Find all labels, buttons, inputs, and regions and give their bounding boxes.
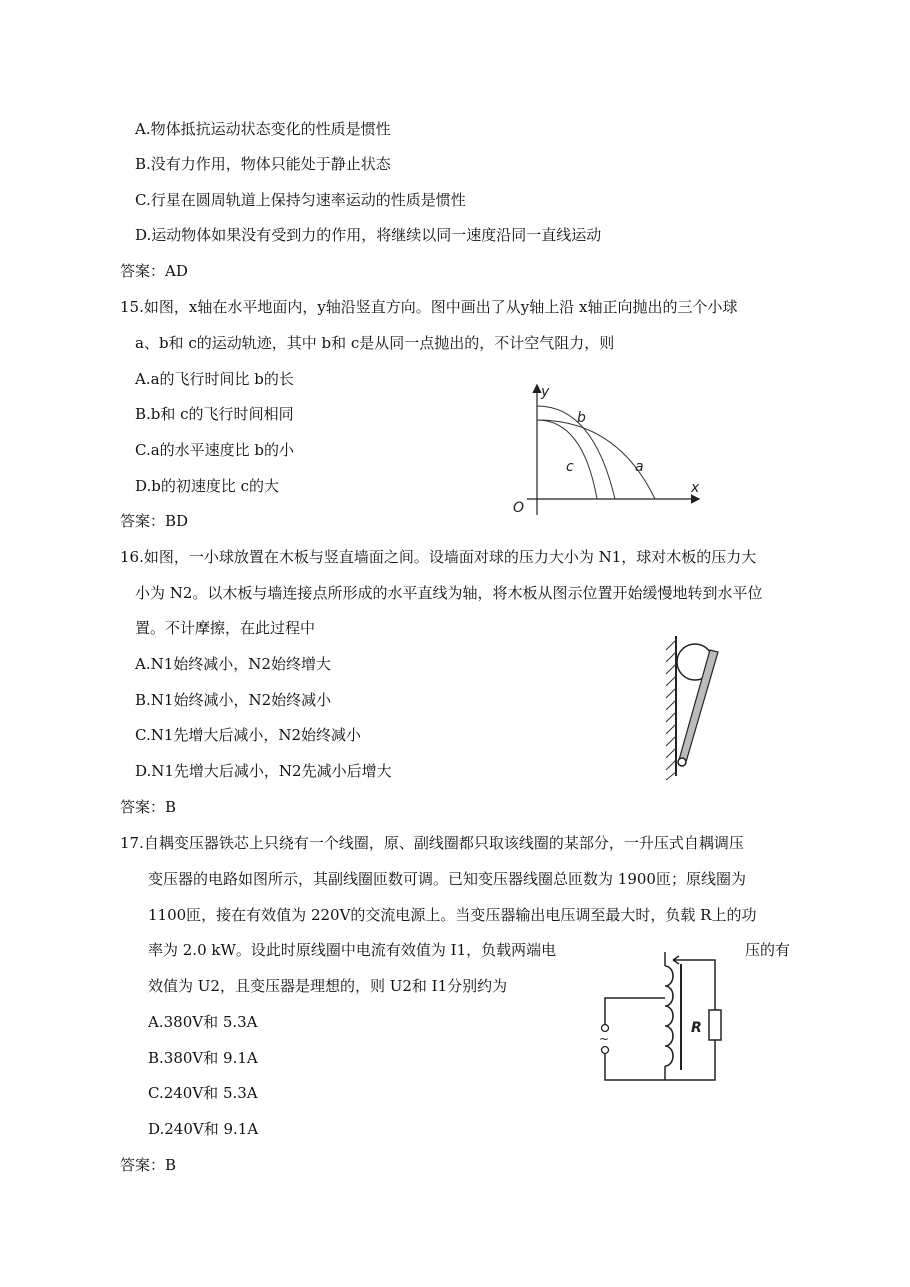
autotransformer-circuit-figure (595, 942, 735, 1087)
source-terminal-top (602, 1025, 609, 1032)
resistor-r (709, 1010, 721, 1040)
q17-stem-line-3: 1100匝，接在有效值为 220V的交流电源上。当变压器输出电压调至最大时，负载 R上的功 (148, 906, 757, 924)
q14-option-c: C.行星在圆周轨道上保持匀速率运动的性质是惯性 (135, 191, 466, 209)
resistor-label: R (691, 1020, 702, 1036)
q16-stem-line-1: 16.如图，一小球放置在木板与竖直墙面之间。设墙面对球的压力大小为 N1，球对木板的压力大 (120, 548, 757, 566)
q15-option-d: D.b的初速度比 c的大 (135, 477, 280, 495)
wall-hatching (666, 640, 676, 780)
curve-c-label: c (566, 459, 574, 475)
transformer-coil (665, 966, 673, 1066)
q17-stem-line-5: 效值为 U2，且变压器是理想的，则 U2和 I1分别约为 (148, 977, 508, 995)
q17-stem-line-2: 变压器的电路如图所示，其副线圈匝数可调。已知变压器线圈总匝数为 1900匝；原线圈为 (148, 870, 746, 888)
q16-answer: 答案：B (120, 798, 177, 816)
projectile-trajectory-figure (505, 380, 705, 520)
q15-option-b: B.b和 c的飞行时间相同 (135, 405, 294, 423)
origin-label: O (513, 500, 525, 516)
q16-stem-line-2: 小为 N2。以木板与墙连接点所形成的水平直线为轴，将木板从图示位置开始缓慢地转到水平位 (135, 584, 763, 602)
ac-source-symbol: ~ (599, 1032, 610, 1046)
q17-stem-line-1: 17.自耦变压器铁芯上只绕有一个线圈，原、副线圈都只取该线圈的某部分，一升压式自耦调压 (120, 834, 744, 852)
q16-stem-line-3: 置。不计摩擦，在此过程中 (135, 619, 316, 637)
q17-option-d: D.240V和 9.1A (148, 1120, 259, 1138)
q17-answer: 答案：B (120, 1156, 177, 1174)
hinge (678, 758, 686, 766)
sliding-contact (673, 960, 715, 1010)
q15-stem-line-2: a、b和 c的运动轨迹，其中 b和 c是从同一点抛出的，不计空气阻力，则 (135, 334, 615, 352)
q14-option-b: B.没有力作用，物体只能处于静止状态 (135, 155, 391, 173)
q17-stem-line-4a: 率为 2.0 kW。设此时原线圈中电流有效值为 I1，负载两端电 (148, 941, 557, 959)
curve-b-label: b (577, 410, 586, 426)
ball-board-wall-figure (660, 632, 740, 782)
q16-option-b: B.N1始终减小，N2始终减小 (135, 691, 332, 709)
y-axis-label: y (541, 384, 550, 400)
q15-stem-line-1: 15.如图，x轴在水平地面内，y轴沿竖直方向。图中画出了从y轴上沿 x轴正向抛出的三个小球 (120, 298, 738, 316)
q17-option-c: C.240V和 5.3A (148, 1084, 258, 1102)
source-terminal-bottom (602, 1047, 609, 1054)
q16-option-a: A.N1始终减小，N2始终增大 (135, 655, 331, 673)
q14-option-a: A.物体抵抗运动状态变化的性质是惯性 (135, 120, 391, 138)
q16-option-d: D.N1先增大后减小，N2先减小后增大 (135, 762, 392, 780)
q15-answer: 答案：BD (120, 512, 189, 530)
q14-answer: 答案：AD (120, 262, 188, 280)
q16-option-c: C.N1先增大后减小，N2始终减小 (135, 726, 362, 744)
x-axis-label: x (691, 480, 700, 496)
curve-a-label: a (635, 459, 644, 475)
q14-option-d: D.运动物体如果没有受到力的作用，将继续以同一速度沿同一直线运动 (135, 226, 602, 244)
q17-option-a: A.380V和 5.3A (148, 1013, 258, 1031)
q15-option-c: C.a的水平速度比 b的小 (135, 441, 295, 459)
q17-option-b: B.380V和 9.1A (148, 1049, 258, 1067)
q15-option-a: A.a的飞行时间比 b的长 (135, 370, 294, 388)
q17-stem-line-4b: 压的有 (745, 941, 791, 959)
